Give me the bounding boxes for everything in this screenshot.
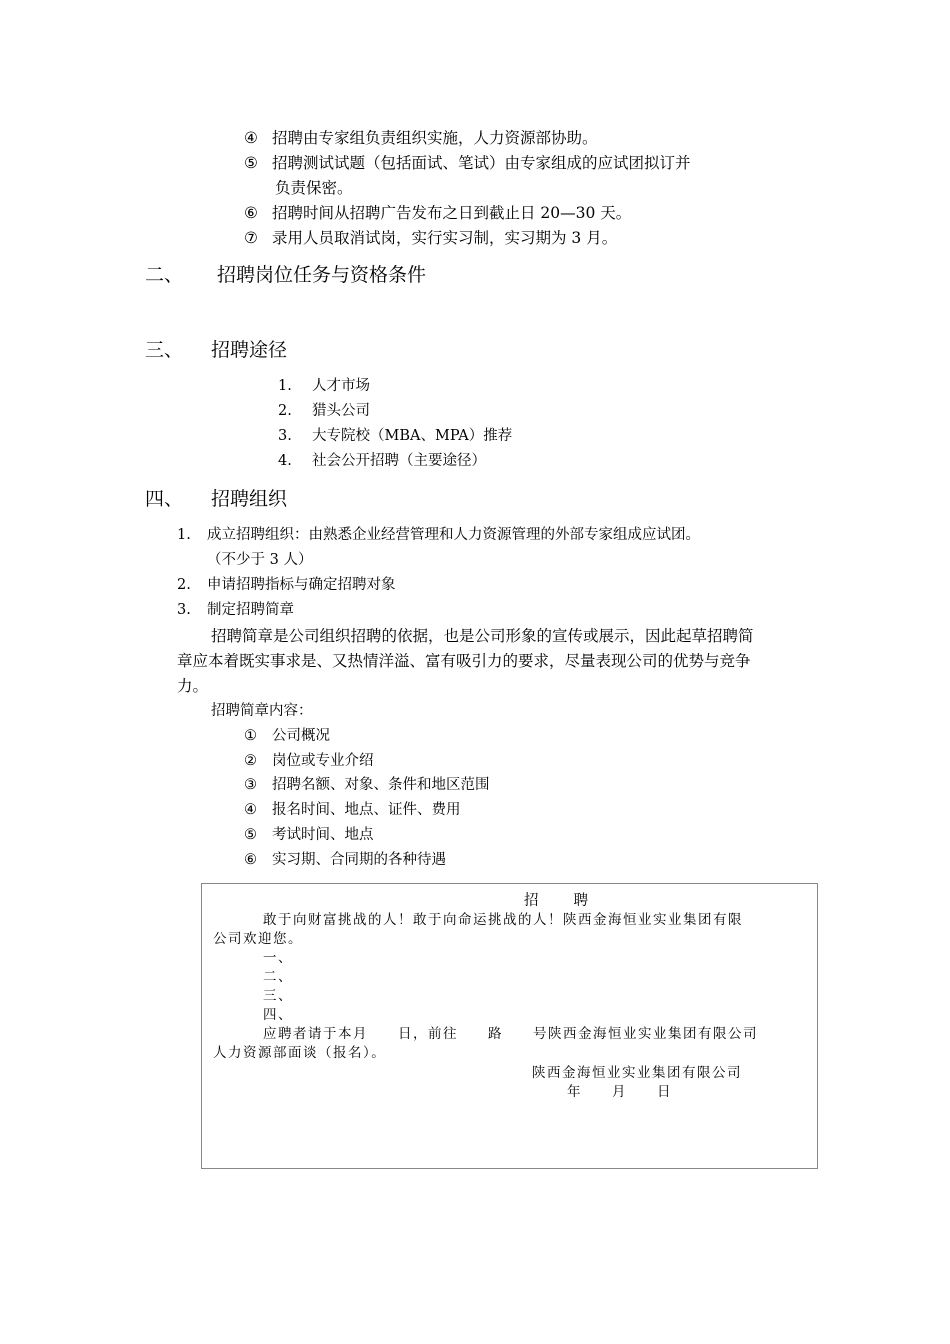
rule-text: 招聘时间从招聘广告发布之日到截止日 20—30 天。	[272, 204, 632, 222]
paragraph-line: 招聘简章是公司组织招聘的依据，也是公司形象的宣传或展示，因此起草招聘简	[211, 627, 754, 645]
brochure-item	[244, 724, 330, 748]
channel-item	[278, 399, 370, 423]
brochure-item-marker: ⑤	[244, 827, 257, 843]
org-step-number: 1.	[177, 527, 191, 543]
brochure-item-text: 招聘名额、对象、条件和地区范围	[272, 777, 490, 793]
notice-item: 三、	[263, 988, 293, 1004]
org-step	[177, 598, 294, 622]
section-title: 招聘途径	[211, 339, 288, 361]
notice-item: 二、	[263, 969, 293, 985]
section-number: 二、	[145, 264, 184, 286]
rule-marker: ⑦	[244, 229, 258, 247]
notice-title: 招 聘	[524, 893, 590, 909]
org-step	[177, 523, 700, 547]
section-number: 三、	[145, 339, 184, 361]
rule-text: 招聘由专家组负责组织实施，人力资源部协助。	[272, 129, 598, 147]
rule-item	[244, 126, 598, 150]
brochure-item-text: 公司概况	[272, 728, 330, 744]
rule-marker: ④	[244, 129, 258, 147]
rule-text: 录用人员取消试岗，实行实习制，实习期为 3 月。	[272, 229, 618, 247]
notice-date: 年 月 日	[567, 1084, 672, 1100]
brochure-item-marker: ④	[244, 802, 257, 818]
brochure-item-text: 实习期、合同期的各种待遇	[272, 852, 446, 868]
paragraph-line: 章应本着既实事求是、又热情洋溢、富有吸引力的要求，尽量表现公司的优势与竞争	[177, 652, 751, 670]
brochure-item-marker: ②	[244, 753, 257, 769]
paragraph-line: 力。	[177, 677, 209, 695]
brochure-item-marker: ①	[244, 728, 257, 744]
channel-item	[278, 449, 486, 473]
brochure-item-text: 考试时间、地点	[272, 827, 374, 843]
rule-text-continuation: 负责保密。	[275, 179, 353, 197]
brochure-item	[244, 798, 461, 822]
channel-number: 4.	[278, 453, 292, 469]
channel-text: 猎头公司	[312, 403, 370, 419]
notice-apply-line: 应聘者请于本月 日，前往 路 号陕西金海恒业实业集团有限公司	[263, 1026, 758, 1042]
channel-number: 3.	[278, 428, 292, 444]
recruitment-notice-box	[201, 883, 818, 1169]
brochure-item	[244, 773, 490, 797]
org-step	[177, 573, 396, 597]
section-title: 招聘组织	[211, 488, 288, 510]
org-step-number: 3.	[177, 602, 191, 618]
section-title: 招聘岗位任务与资格条件	[217, 264, 427, 286]
org-step-number: 2.	[177, 577, 191, 593]
brochure-item	[244, 848, 446, 872]
channel-number: 1.	[278, 378, 292, 394]
org-step-continuation: （不少于 3 人）	[207, 552, 313, 568]
rule-text: 招聘测试试题（包括面试、笔试）由专家组成的应试团拟订并	[272, 154, 691, 172]
notice-signature: 陕西金海恒业实业集团有限公司	[532, 1065, 742, 1081]
rule-item	[244, 151, 691, 175]
rule-marker: ⑤	[244, 154, 258, 172]
channel-text: 大专院校（MBA、MPA）推荐	[312, 428, 513, 444]
notice-item: 四、	[263, 1007, 293, 1023]
brochure-item	[244, 823, 374, 847]
brochure-item	[244, 749, 374, 773]
brochure-item-marker: ⑥	[244, 852, 257, 868]
brochure-item-text: 岗位或专业介绍	[272, 753, 374, 769]
brochure-item-marker: ③	[244, 777, 257, 793]
section-number: 四、	[145, 488, 184, 510]
channel-number: 2.	[278, 403, 292, 419]
section-heading	[145, 337, 287, 363]
notice-apply-line: 人力资源部面谈（报名）。	[213, 1045, 387, 1061]
org-step-text: 申请招聘指标与确定招聘对象	[207, 577, 396, 593]
channel-text: 社会公开招聘（主要途径）	[312, 453, 486, 469]
notice-intro-line: 敢于向财富挑战的人！敢于向命运挑战的人！陕西金海恒业实业集团有限	[263, 912, 743, 928]
channel-text: 人才市场	[312, 378, 370, 394]
org-step-text: 成立招聘组织：由熟悉企业经营管理和人力资源管理的外部专家组成应试团。	[207, 527, 700, 543]
rule-marker: ⑥	[244, 204, 258, 222]
channel-item	[278, 424, 512, 448]
brochure-contents-label: 招聘简章内容：	[211, 703, 313, 719]
brochure-item-text: 报名时间、地点、证件、费用	[272, 802, 461, 818]
section-heading	[145, 262, 426, 288]
section-heading	[145, 486, 287, 512]
org-step-text: 制定招聘简章	[207, 602, 294, 618]
notice-intro-line: 公司欢迎您。	[213, 931, 303, 947]
rule-item	[244, 226, 617, 250]
notice-item: 一、	[263, 950, 293, 966]
channel-item	[278, 374, 370, 398]
rule-item	[244, 201, 631, 225]
